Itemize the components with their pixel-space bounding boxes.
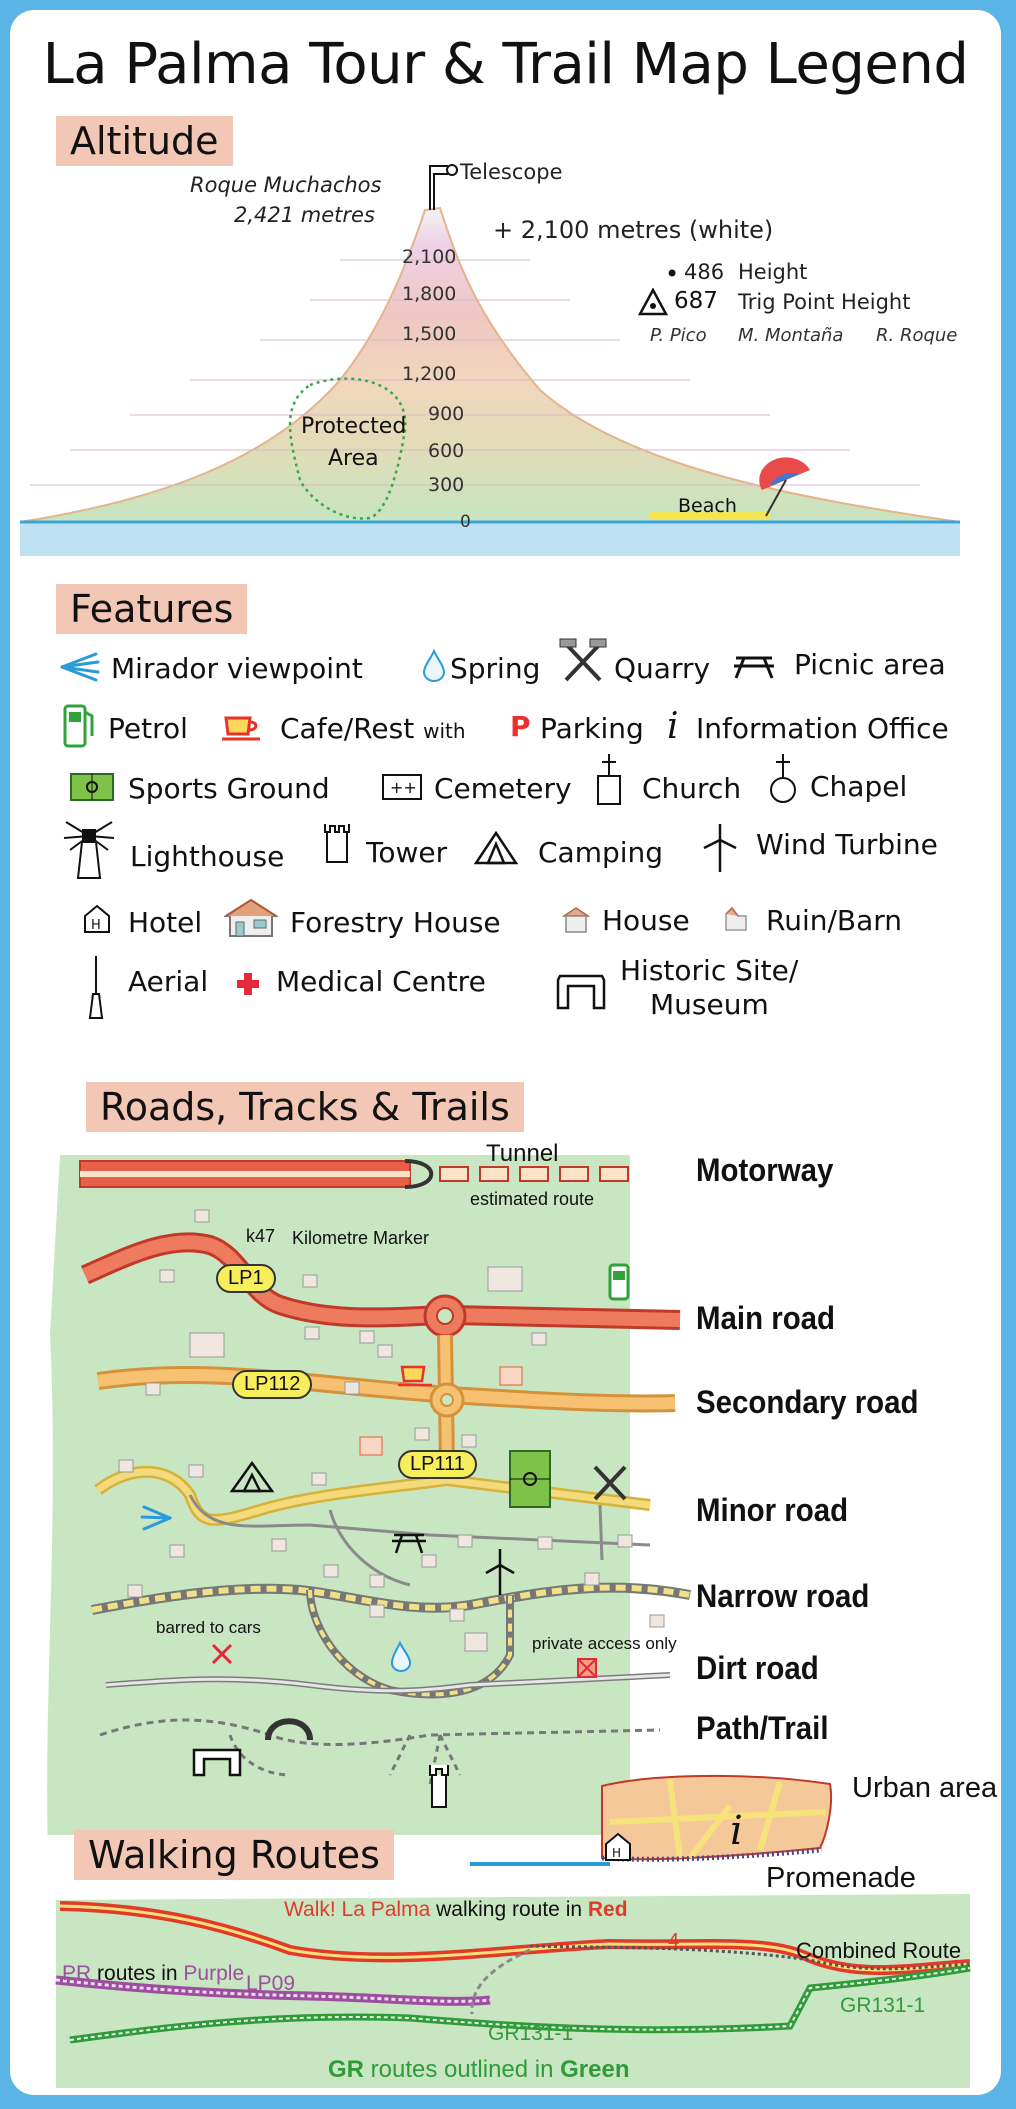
white-note: + 2,100 metres (white) bbox=[493, 216, 774, 244]
private-x-icon bbox=[578, 1659, 596, 1677]
spring-label: Spring bbox=[450, 652, 541, 685]
abbrev-roque: R. Roque bbox=[876, 325, 958, 346]
aerial-icon bbox=[86, 954, 106, 1022]
historic-site-icon bbox=[554, 968, 608, 1012]
forestry-house-icon bbox=[224, 898, 278, 938]
svg-text:++: ++ bbox=[390, 778, 417, 797]
church-icon bbox=[594, 752, 624, 806]
mirador-label: Mirador viewpoint bbox=[111, 652, 363, 685]
roads-header: Roads, Tracks & Trails bbox=[86, 1082, 524, 1132]
wind-turbine-label: Wind Turbine bbox=[756, 828, 938, 861]
gr-color: Green bbox=[560, 2056, 630, 2083]
walk-color: Red bbox=[587, 1898, 628, 1921]
walk-route-number: 4 bbox=[668, 1930, 680, 1952]
with-text: with bbox=[423, 719, 466, 743]
height-value: 486 bbox=[684, 260, 725, 284]
private-label: private access only bbox=[532, 1634, 677, 1653]
narrow-road-label: Narrow road bbox=[696, 1578, 870, 1614]
level-1500: 1,500 bbox=[402, 323, 457, 345]
petrol-icon bbox=[62, 698, 96, 750]
barred-label: barred to cars bbox=[156, 1618, 261, 1637]
km-code: k47 bbox=[246, 1226, 276, 1246]
hotel-icon bbox=[82, 904, 112, 934]
mountain-profile bbox=[20, 208, 960, 522]
urban-area-map bbox=[590, 1766, 840, 1876]
cafe-icon bbox=[220, 714, 264, 744]
camping-icon bbox=[474, 830, 518, 866]
level-1200: 1,200 bbox=[402, 363, 457, 385]
info-icon: i bbox=[667, 706, 679, 747]
promenade-label: Promenade bbox=[766, 1862, 916, 1894]
level-300: 300 bbox=[428, 474, 465, 496]
lp111-badge: LP111 bbox=[398, 1450, 477, 1479]
combined-route-label: Combined Route bbox=[796, 1938, 962, 1963]
cemetery-icon bbox=[382, 774, 422, 800]
pr-mid: routes in bbox=[97, 1962, 178, 1985]
motorway-label: Motorway bbox=[696, 1152, 834, 1188]
hotel-label: Hotel bbox=[128, 906, 203, 939]
petrol-label: Petrol bbox=[108, 712, 188, 745]
medical-label: Medical Centre bbox=[276, 965, 486, 998]
forestry-label: Forestry House bbox=[290, 906, 501, 939]
lighthouse-label: Lighthouse bbox=[130, 840, 285, 873]
gr-caption bbox=[328, 2056, 630, 2084]
spring-icon bbox=[422, 648, 446, 682]
abbrev-montana: M. Montaña bbox=[738, 325, 844, 346]
legend-card bbox=[10, 10, 1001, 2095]
lp1-badge: LP1 bbox=[216, 1264, 276, 1293]
historic-label-1: Historic Site/ bbox=[620, 954, 799, 987]
level-2100: 2,100 bbox=[402, 246, 457, 268]
gr-mid: routes outlined in bbox=[370, 2056, 554, 2083]
km-label: Kilometre Marker bbox=[292, 1228, 430, 1248]
walk-caption bbox=[284, 1898, 628, 1922]
cafe-label bbox=[280, 712, 466, 745]
house-label: House bbox=[602, 904, 690, 937]
sports-ground-icon bbox=[70, 773, 114, 801]
beach-label: Beach bbox=[678, 495, 737, 517]
telescope-icon bbox=[430, 165, 457, 210]
minor-road-label: Minor road bbox=[696, 1492, 849, 1528]
features-header: Features bbox=[56, 584, 247, 634]
ruin-icon bbox=[722, 904, 750, 932]
secondary-road-label: Secondary road bbox=[696, 1384, 919, 1420]
height-dot-icon: • bbox=[665, 260, 680, 288]
roads-map bbox=[10, 1135, 1001, 1835]
urban-area-label: Urban area bbox=[852, 1772, 998, 1804]
trig-value: 687 bbox=[674, 288, 718, 314]
gr-route-label-1: GR131-1 bbox=[488, 2022, 574, 2045]
peak-height: 2,421 metres bbox=[234, 203, 375, 227]
medical-cross-icon bbox=[236, 972, 260, 996]
telescope-label: Telescope bbox=[460, 160, 563, 184]
quarry-label: Quarry bbox=[614, 652, 711, 685]
cafe-text: Cafe/Rest bbox=[280, 712, 415, 745]
walk-name: Walk! La Palma bbox=[284, 1898, 431, 1921]
chapel-icon bbox=[768, 752, 798, 806]
map-sports-ground-icon bbox=[510, 1451, 550, 1507]
level-0: 0 bbox=[460, 512, 471, 532]
estimated-route-label: estimated route bbox=[470, 1189, 595, 1209]
historic-label-2: Museum bbox=[650, 988, 769, 1021]
trig-point-icon bbox=[638, 288, 668, 316]
svg-text:H: H bbox=[612, 1846, 622, 1860]
pr-code: PR bbox=[62, 1962, 92, 1985]
height-label: Height bbox=[738, 260, 808, 284]
svg-text:H: H bbox=[91, 918, 101, 933]
map-petrol-icon bbox=[610, 1265, 628, 1299]
cemetery-label: Cemetery bbox=[434, 772, 572, 805]
main-road-label: Main road bbox=[696, 1300, 836, 1336]
level-900: 900 bbox=[428, 403, 465, 425]
promenade-line bbox=[470, 1854, 610, 1874]
lighthouse-icon bbox=[62, 816, 116, 880]
sports-label: Sports Ground bbox=[128, 772, 330, 805]
protected-label-2: Area bbox=[328, 446, 379, 471]
protected-label-1: Protected bbox=[301, 414, 407, 439]
level-600: 600 bbox=[428, 440, 465, 462]
parking-icon: P bbox=[510, 710, 531, 743]
lp112-badge: LP112 bbox=[232, 1370, 312, 1399]
aerial-label: Aerial bbox=[128, 965, 209, 998]
tower-icon bbox=[322, 822, 352, 864]
altitude-header: Altitude bbox=[56, 116, 233, 166]
level-1800: 1,800 bbox=[402, 283, 457, 305]
walking-header: Walking Routes bbox=[74, 1830, 394, 1880]
mirador-icon bbox=[58, 650, 102, 684]
house-icon bbox=[562, 906, 590, 934]
church-label: Church bbox=[642, 772, 742, 805]
sea bbox=[20, 522, 960, 556]
page-title: La Palma Tour & Trail Map Legend bbox=[42, 32, 969, 97]
gr-route-label-2: GR131-1 bbox=[840, 1994, 926, 2017]
picnic-label: Picnic area bbox=[794, 648, 946, 681]
abbrev-pico: P. Pico bbox=[650, 325, 707, 346]
parking-label: Parking bbox=[540, 712, 644, 745]
pr-route-label: LP09 bbox=[246, 1972, 296, 1995]
picnic-icon bbox=[732, 650, 776, 680]
pr-caption bbox=[62, 1962, 244, 1986]
wind-turbine-icon bbox=[700, 822, 740, 874]
tunnel-label: Tunnel bbox=[486, 1140, 559, 1167]
walk-mid: walking route in bbox=[436, 1898, 583, 1921]
path-trail-label: Path/Trail bbox=[696, 1710, 829, 1746]
urban-info-icon: i bbox=[730, 1808, 743, 1854]
pr-color: Purple bbox=[183, 1962, 245, 1985]
dirt-road-label: Dirt road bbox=[696, 1650, 819, 1686]
ruin-label: Ruin/Barn bbox=[766, 904, 903, 937]
peak-name: Roque Muchachos bbox=[190, 173, 382, 197]
trig-label: Trig Point Height bbox=[738, 290, 911, 314]
info-label: Information Office bbox=[696, 712, 949, 745]
tower-label: Tower bbox=[366, 836, 448, 869]
quarry-icon bbox=[558, 636, 608, 686]
camping-label: Camping bbox=[538, 836, 664, 869]
chapel-label: Chapel bbox=[810, 770, 908, 803]
gr-code: GR bbox=[328, 2056, 364, 2083]
